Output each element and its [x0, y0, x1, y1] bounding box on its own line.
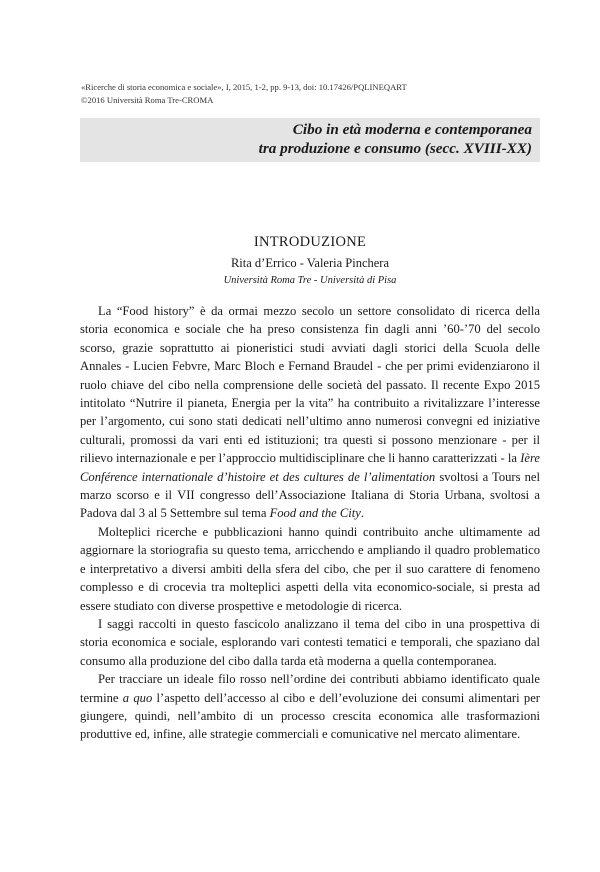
citation-line: «Ricerche di storia economica e sociale», I, 2015, 1-2, pp. 9-13, doi: 10.17426/PQLINEQART	[81, 82, 407, 92]
paragraph-4	[80, 670, 540, 744]
article-title: INTRODUZIONE	[253, 234, 367, 250]
copyright-line: ©2016 Università Roma Tre-CROMA	[81, 95, 214, 105]
banner-title-line1: Cibo in età moderna e contemporanea	[292, 121, 532, 138]
banner-title-line2: tra produzione e consumo (secc. XVIII-XX)	[258, 140, 532, 157]
issue-theme-banner	[80, 118, 540, 162]
italic-title: Food and the City	[269, 506, 361, 521]
paragraph-3: I saggi raccolti in questo fascicolo analizzano il tema del cibo in una prospettiva di storia economica e sociale, esplorando vari contesti tematici e temporali, che spaziano dal consumo alla produzione del cibo dalla tarda età moderna a quella contemporanea.	[80, 616, 540, 668]
author-affiliation: Università Roma Tre - Università di Pisa	[223, 275, 397, 286]
journal-citation	[81, 81, 541, 107]
italic-term: a quo	[122, 690, 153, 705]
paragraph-text: La “Food history” è da ormai mezzo secolo un settore consolidato di ricerca della storia economica e sociale che ha preso consistenza fin dagli anni ’60-’70 del secolo scorso, grazie soprattutto ai pioneristici studi avviati dagli storici della Scuola delle Annales - Lucien Febvre, Marc Bloch e Fernand Braudel - che per primi evidenziarono il ruolo chiave del cibo nella comprensione delle società del passato. Il recente Expo 2015 intitolato “Nutrire il pianeta, Energia per la vita” ha contribuito a rivitalizzare l’interesse per l’argomento, cui sono stati dedicati nell’ultimo anno numerosi convegni ed iniziative culturali, promossi da vari enti ed istituzioni; tra questi si possono menzionare - per il rilievo internazionale e per l’approccio multidisciplinare che li hanno caratterizzati - la	[80, 304, 540, 466]
paragraph-text: .	[360, 506, 365, 521]
paragraph-1	[80, 302, 540, 523]
paragraph-text: Per tracciare un ideale filo rosso nell’ordine dei contributi abbiamo identificato quale termine	[80, 672, 540, 705]
paragraph-text: l’aspetto dell’accesso al cibo e dell’evoluzione dei consumi alimentari per giungere, quindi, nell’ambito di un processo crescita economica alle trasformazioni produttive ed, infine, alle strategie commerciali e comunicative nel mercato alimentare.	[80, 690, 540, 742]
paragraph-text: svoltosi a Tours nel marzo scorso e il VII congresso dell’Associazione Italiana di Storia Urbana, svoltosi a Padova dal 3 al 5 Settembre sul tema	[80, 469, 540, 521]
article-body	[80, 302, 540, 744]
article-authors: Rita d’Errico - Valeria Pinchera	[230, 256, 390, 270]
paragraph-2: Molteplici ricerche e pubblicazioni hanno quindi contribuito anche ultimamente ad aggiornare la storiografia su questo tema, arricchendo e ampliando il quadro problematico e interpretativo a diversi ambiti della sfera del cibo, che per il suo carattere di fenomeno complesso e di crocevia tra molteplici aspetti della vita economico-sociale, si presta ad essere studiato con diverse prospettive e metodologie di ricerca.	[80, 524, 540, 613]
italic-title: Ière Conférence internationale d’histoire et des cultures de l’alimentation	[80, 451, 540, 484]
